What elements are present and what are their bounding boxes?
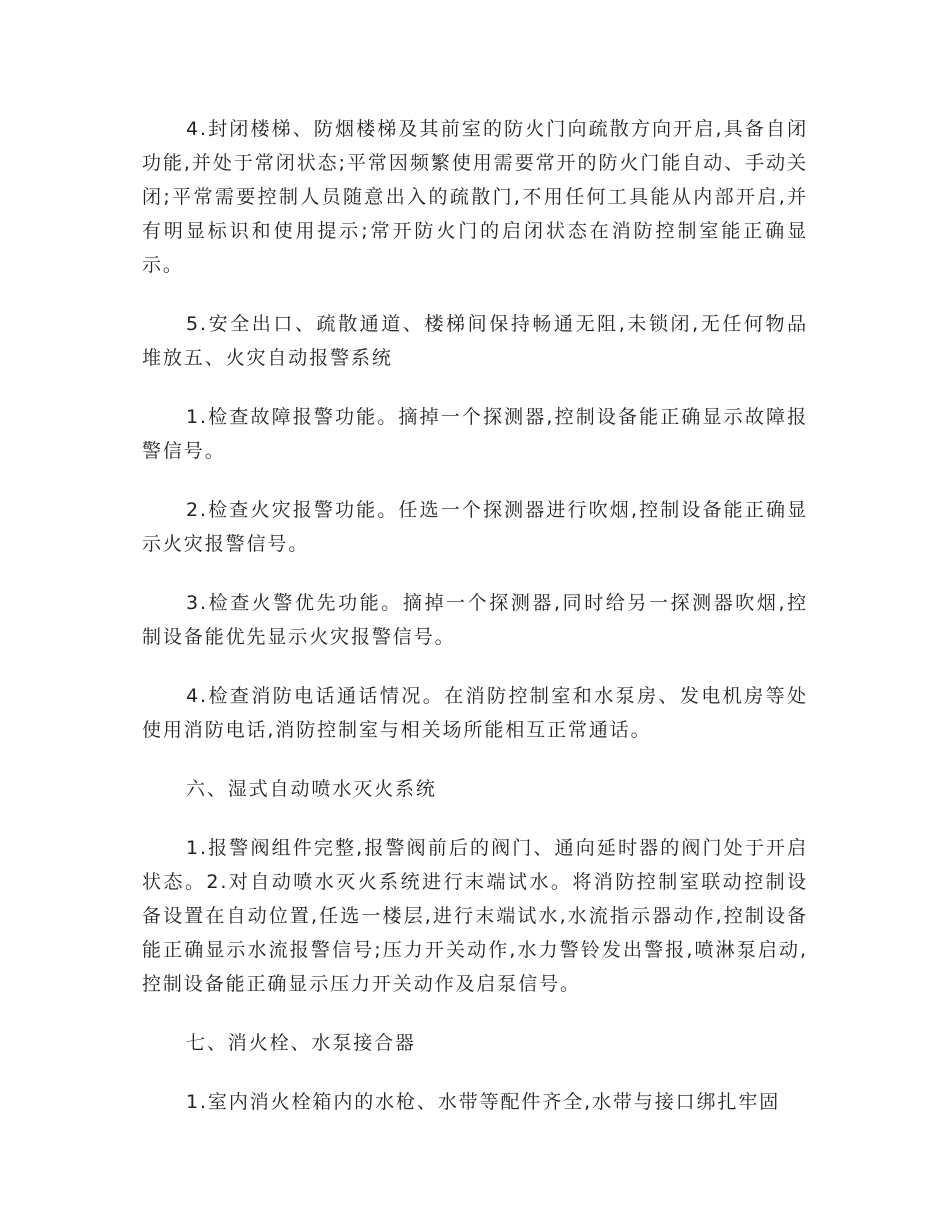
- paragraph-hydrant-box: 1.室内消火栓箱内的水枪、水带等配件齐全,水带与接口绑扎牢固: [186, 1091, 781, 1113]
- document-body: [142, 112, 808, 1144]
- section-heading-hydrant: 七、消火栓、水泵接合器: [186, 1032, 416, 1054]
- paragraph-fire-phone-check: 4.检查消防电话通话情况。在消防控制室和水泵房、发电机房等处使用消防电话,消防控制室与相关场所能相互正常通话。: [142, 685, 808, 741]
- paragraph-fire-alarm-check: 2.检查火灾报警功能。任选一个探测器进行吹烟,控制设备能正确显示火灾报警信号。: [142, 499, 808, 555]
- section-heading-sprinkler-system: 六、湿式自动喷水灭火系统: [186, 778, 437, 800]
- paragraph-safety-exits: 5.安全出口、疏散通道、楼梯间保持畅通无阻,未锁闭,无任何物品堆放五、火灾自动报警系统: [142, 313, 808, 369]
- paragraph-fire-doors: 4.封闭楼梯、防烟楼梯及其前室的防火门向疏散方向开启,具备自闭功能,并处于常闭状态;平常因频繁使用需要常开的防火门能自动、手动关闭;平常需要控制人员随意出入的疏散门,不用任何工具能从内部开启,并有明显标识和使用提示;常开防火门的启闭状态在消防控制室能正确显示。: [142, 118, 808, 276]
- paragraph-sprinkler-test: 1.报警阀组件完整,报警阀前后的阀门、通向延时器的阀门处于开启状态。2.对自动喷水灭火系统进行末端试水。将消防控制室联动控制设备设置在自动位置,任选一楼层,进行末端试水,水流指示器动作,控制设备能正确显示水流报警信号;压力开关动作,水力警铃发出警报,喷淋泵启动,控制设备能正确显示压力开关动作及启泵信号。: [142, 837, 808, 995]
- paragraph-fire-priority-check: 3.检查火警优先功能。摘掉一个探测器,同时给另一探测器吹烟,控制设备能优先显示火灾报警信号。: [142, 592, 808, 648]
- paragraph-fault-alarm-check: 1.检查故障报警功能。摘掉一个探测器,控制设备能正确显示故障报警信号。: [142, 406, 808, 462]
